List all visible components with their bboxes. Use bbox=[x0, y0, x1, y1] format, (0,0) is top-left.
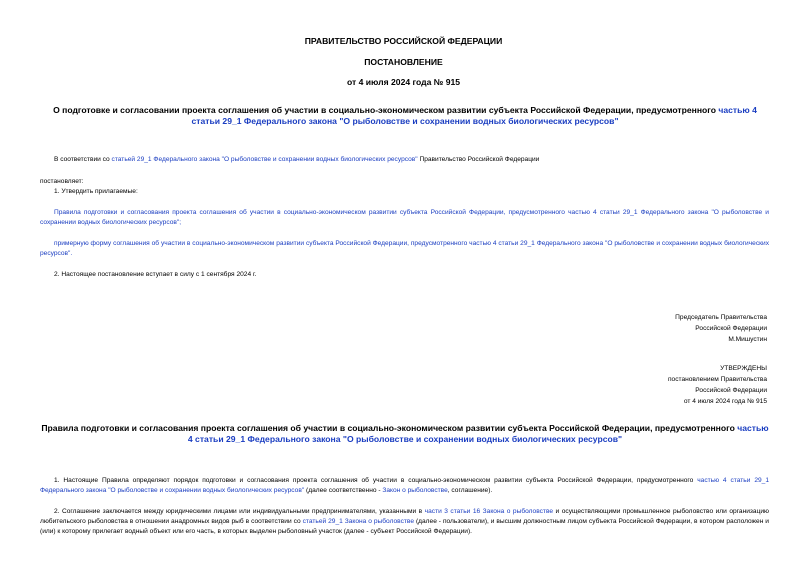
header-date-number: от 4 июля 2024 года № 915 bbox=[346, 77, 461, 87]
signature-line-1: Председатель Правительства bbox=[675, 314, 767, 321]
rules-title bbox=[40, 423, 770, 445]
signature-block bbox=[675, 312, 767, 345]
rule-1 bbox=[40, 476, 769, 496]
rule-2-link-2[interactable]: статьей 29_1 Закона о рыболовстве bbox=[302, 518, 415, 525]
preamble bbox=[54, 155, 774, 165]
preamble-link[interactable]: статьей 29_1 Федерального закона "О рыболовстве и сохранении водных биологических ресурсов" bbox=[111, 156, 418, 163]
document-title-text: О подготовке и согласовании проекта соглашения об участии в социально-экономическом развитии субъекта Российской Федерации, предусмотренного bbox=[53, 105, 719, 115]
rules-title-link[interactable]: частью 4 статьи 29_1 Федерального закона "О рыболовстве и сохранении водных биологических ресурсов" bbox=[187, 423, 769, 444]
decides-text: постановляет: bbox=[40, 178, 84, 185]
rule-1-link[interactable]: частью 4 статьи 29_1 Федерального закона "О рыболовстве и сохранении водных биологических ресурсов" bbox=[40, 477, 769, 494]
rule-1-end: , соглашение). bbox=[447, 487, 493, 494]
signature-line-2: Российской Федерации bbox=[695, 325, 767, 332]
approval-line-1: УТВЕРЖДЕНЫ bbox=[720, 365, 767, 372]
rule-1-text: 1. Настоящие Правила определяют порядок подготовки и согласования проекта соглашения об участии в социально-экономическом развитии субъекта Российской Федерации, предусмотренного bbox=[54, 477, 698, 484]
approval-block bbox=[668, 363, 767, 407]
rules-title-text: Правила подготовки и согласования проекта соглашения об участии в социально-экономическом развитии субъекта Российской Федерации, предусмотренного bbox=[41, 423, 738, 433]
approval-line-4: от 4 июля 2024 года № 915 bbox=[683, 398, 767, 405]
rule-2-end: (далее - пользователи), и высшим должностным лицом субъекта Российской Федерации, в котором расположен и (или) к которому прилегает водный объект или его часть, в которых выделен рыболовный участок (далее - субъект Российской Федерации). bbox=[40, 518, 769, 535]
signature-line-3: М.Мишустин bbox=[728, 336, 767, 343]
approval-line-3: Российской Федерации bbox=[695, 387, 767, 394]
preamble-suffix: Правительство Российской Федерации bbox=[417, 156, 540, 163]
rule-2 bbox=[40, 507, 769, 537]
rule-1-mid: (далее соответственно - bbox=[304, 487, 383, 494]
item-1-rules-link[interactable]: Правила подготовки и согласования проекта соглашения об участии в социально-экономическом развитии субъекта Российской Федерации, предусмотренного частью 4 статьи 29_1 Федерального закона "О рыболовстве и сохранении водных биологических ресурсов"; bbox=[40, 209, 769, 226]
item-1-form-link[interactable]: примерную форму соглашения об участии в социально-экономическом развитии субъекта Российской Федерации, предусмотренного частью 4 статьи 29_1 Федерального закона "О рыболовстве и сохранении водных биологических ресурсов". bbox=[40, 240, 769, 257]
document-title-link[interactable]: частью 4 статьи 29_1 Федерального закона "О рыболовстве и сохранении водных биологических ресурсов" bbox=[191, 105, 757, 126]
item-1: 1. Утвердить прилагаемые: bbox=[54, 188, 138, 195]
rule-2-text: 2. Соглашение заключается между юридическими лицами или индивидуальными предпринимателями, указанными в bbox=[54, 508, 425, 515]
rule-2-link[interactable]: части 3 статьи 16 Закона о рыболовстве bbox=[424, 508, 554, 515]
rule-1-link-2[interactable]: Закон о рыболовстве bbox=[382, 487, 448, 494]
rule-2-mid: и осуществляющими промышленное рыболовство или организацию любительского рыболовства в отношении анадромных видов рыб в соответствии со bbox=[40, 508, 769, 525]
header-government: ПРАВИТЕЛЬСТВО РОССИЙСКОЙ ФЕДЕРАЦИИ bbox=[304, 36, 503, 46]
approval-line-2: постановлением Правительства bbox=[667, 376, 767, 383]
header-doc-type: ПОСТАНОВЛЕНИЕ bbox=[364, 57, 443, 67]
item-2: 2. Настоящее постановление вступает в силу с 1 сентября 2024 г. bbox=[54, 271, 257, 278]
preamble-prefix: В соответствии со bbox=[54, 156, 112, 163]
document-title bbox=[40, 105, 770, 127]
